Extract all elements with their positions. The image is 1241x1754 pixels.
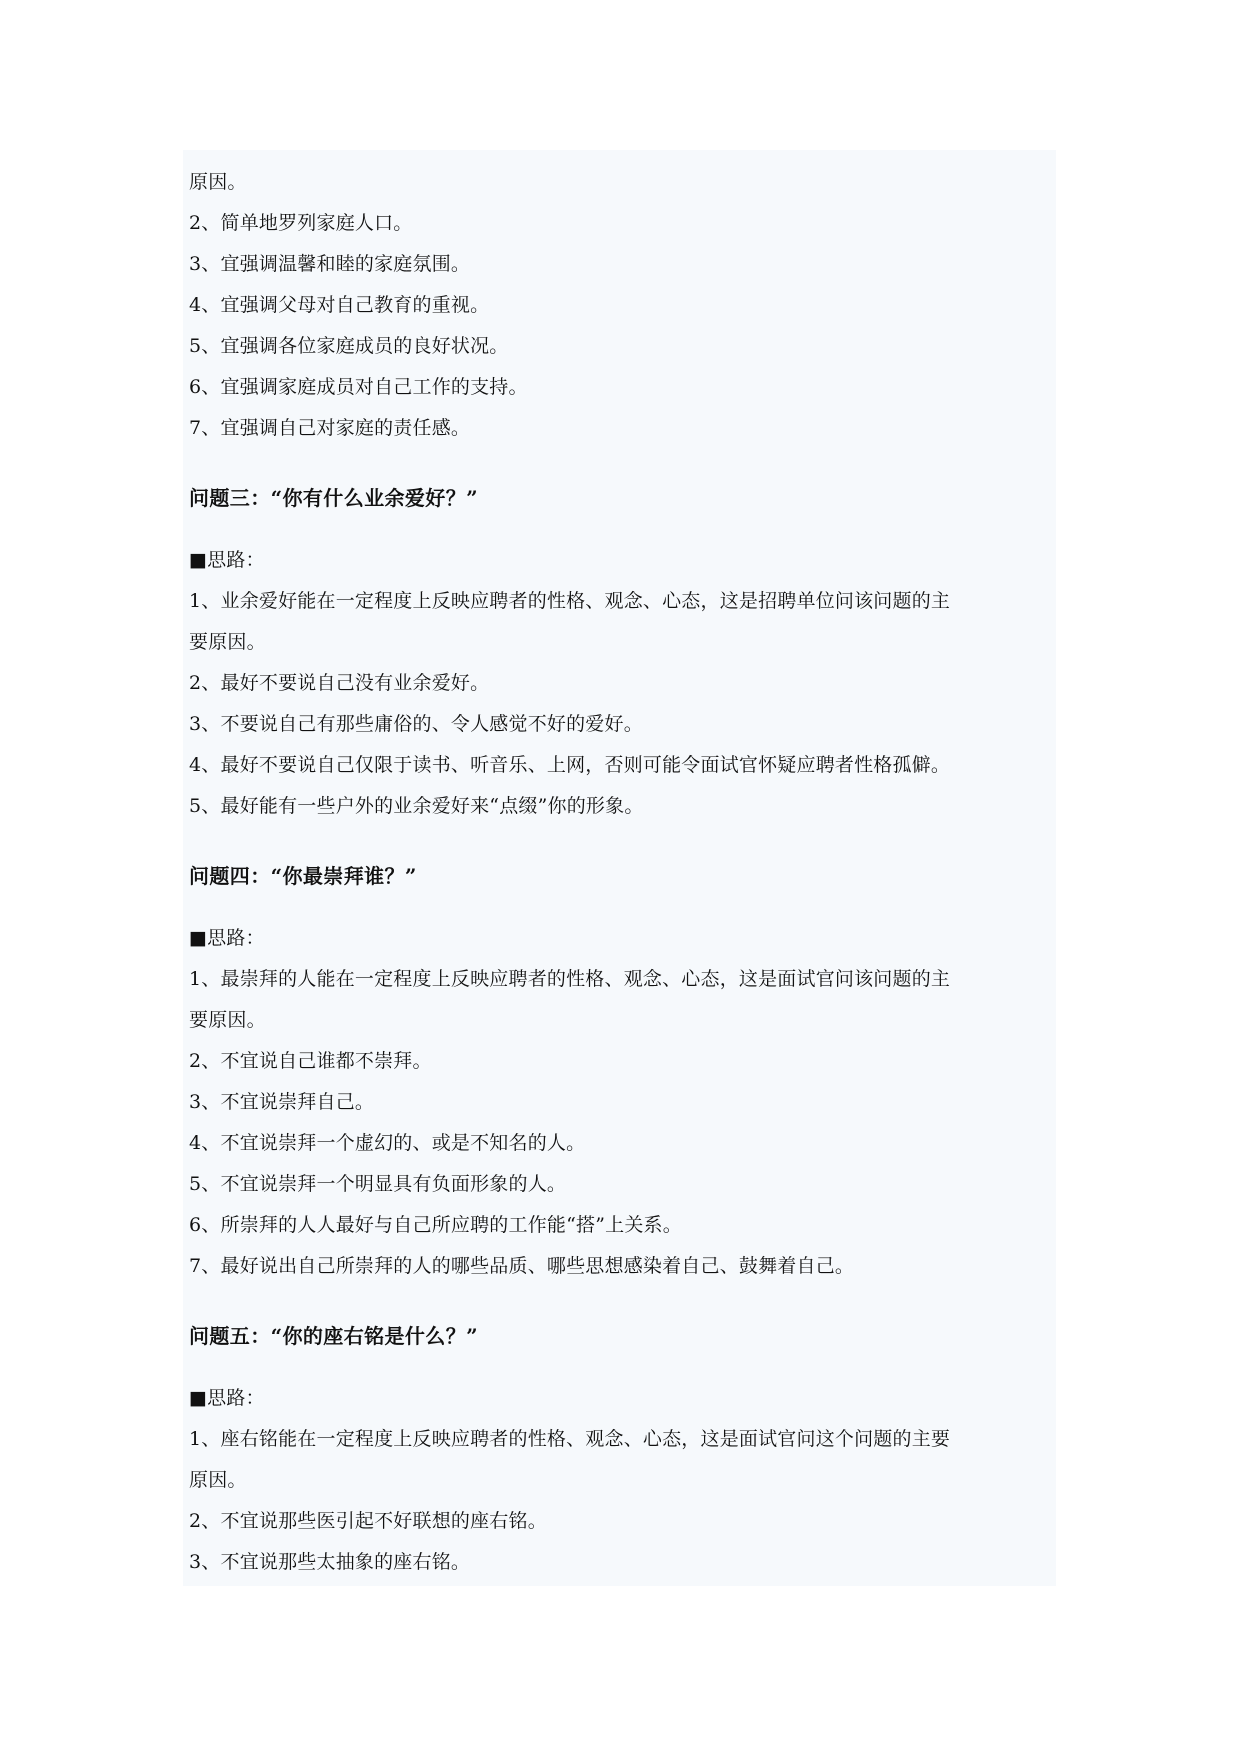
thinking-label: ■思路：	[189, 549, 265, 571]
thinking-label: ■思路：	[189, 927, 265, 949]
question-section-3	[189, 478, 1056, 827]
list-item: 5、最好能有一些户外的业余爱好来“点缀”你的形象。	[189, 795, 644, 817]
spacer	[189, 897, 1056, 918]
list-item: 4、最好不要说自己仅限于读书、听音乐、上网，否则可能令面试官怀疑应聘者性格孤僻。	[189, 754, 951, 776]
list-item: 1、业余爱好能在一定程度上反映应聘者的性格、观念、心态，这是招聘单位问该问题的主	[189, 590, 951, 612]
spacer	[189, 449, 1056, 478]
spacer	[189, 827, 1056, 856]
list-item: 2、不宜说那些医引起不好联想的座右铭。	[189, 1510, 547, 1532]
list-item: 3、不宜说崇拜自己。	[189, 1091, 375, 1113]
question-section-5	[189, 1316, 1056, 1583]
content-block	[183, 150, 1056, 1586]
list-item: 5、宜强调各位家庭成员的良好状况。	[189, 335, 509, 357]
continued-list	[189, 162, 1056, 449]
list-item: 3、不宜说那些太抽象的座右铭。	[189, 1551, 471, 1573]
list-item: 6、宜强调家庭成员对自己工作的支持。	[189, 376, 528, 398]
list-item: 要原因。	[189, 631, 266, 653]
list-item: 2、简单地罗列家庭人口。	[189, 212, 413, 234]
list-item: 7、宜强调自己对家庭的责任感。	[189, 417, 471, 439]
list-item: 3、宜强调温馨和睦的家庭氛围。	[189, 253, 471, 275]
question-heading: 问题三：“你有什么业余爱好？”	[189, 486, 479, 510]
list-item: 原因。	[189, 171, 247, 193]
list-item: 4、宜强调父母对自己教育的重视。	[189, 294, 490, 316]
question-section-4	[189, 856, 1056, 1287]
question-heading: 问题五：“你的座右铭是什么？”	[189, 1324, 479, 1348]
list-item: 1、座右铭能在一定程度上反映应聘者的性格、观念、心态，这是面试官问这个问题的主要	[189, 1428, 951, 1450]
thinking-label: ■思路：	[189, 1387, 265, 1409]
list-item: 2、不宜说自己谁都不崇拜。	[189, 1050, 432, 1072]
list-item: 5、不宜说崇拜一个明显具有负面形象的人。	[189, 1173, 567, 1195]
list-item: 要原因。	[189, 1009, 266, 1031]
spacer	[189, 1287, 1056, 1316]
list-item: 1、最崇拜的人能在一定程度上反映应聘者的性格、观念、心态，这是面试官问该问题的主	[189, 968, 951, 990]
list-item: 原因。	[189, 1469, 247, 1491]
spacer	[189, 1357, 1056, 1378]
list-item: 7、最好说出自己所崇拜的人的哪些品质、哪些思想感染着自己、鼓舞着自己。	[189, 1255, 855, 1277]
question-heading: 问题四：“你最崇拜谁？”	[189, 864, 417, 888]
list-item: 2、最好不要说自己没有业余爱好。	[189, 672, 490, 694]
spacer	[189, 519, 1056, 540]
list-item: 4、不宜说崇拜一个虚幻的、或是不知名的人。	[189, 1132, 586, 1154]
list-item: 6、所崇拜的人人最好与自己所应聘的工作能“搭”上关系。	[189, 1214, 682, 1236]
list-item: 3、不要说自己有那些庸俗的、令人感觉不好的爱好。	[189, 713, 643, 735]
